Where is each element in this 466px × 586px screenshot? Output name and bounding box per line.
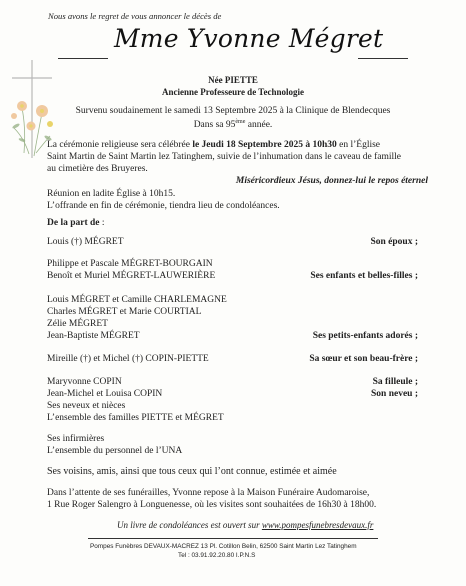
relation-label: Ses enfants et belles-filles ; [310, 271, 418, 281]
relation-label: Sa filleule ; [372, 377, 418, 387]
footer-contact: Tel : 03.91.92.20.80 I.P.N.S [178, 552, 256, 559]
family-member: Louis MÉGRET et Camille CHARLEMAGNE [47, 295, 227, 305]
relation-label: Son neveu ; [371, 389, 418, 399]
family-member: Mireille (†) et Michel (†) COPIN-PIETTE [47, 354, 209, 364]
family-member: Ses infirmières [47, 434, 105, 444]
prayer: Miséricordieux Jésus, donnez-lui le repos éternel [235, 176, 428, 186]
intro-text: Nous avons le regret de vous annoncer le décès de [48, 11, 222, 21]
family-member: Jean-Baptiste MÉGRET [47, 331, 140, 341]
neighbors-line: Ses voisins, amis, ainsi que tous ceux qui l’ont connue, estimée et aimée [47, 466, 337, 477]
funeral-home-line-2: 1 Rue Roger Salengro à Longuenesse, où les visites sont souhaitées de 16h30 à 18h00. [47, 500, 377, 510]
family-member: Philippe et Pascale MÉGRET-BOURGAIN [47, 259, 213, 269]
ceremony-line-1: La cérémonie religieuse sera célébrée le Jeudi 18 Septembre 2025 à 10h30 en l’Église [47, 140, 381, 150]
family-member: Louis (†) MÉGRET [47, 237, 124, 247]
occupation: Ancienne Professeure de Technologie [162, 87, 304, 97]
family-member: Zélie MÉGRET [47, 319, 108, 329]
deceased-name: Mme Yvonne Mégret [114, 24, 384, 53]
condolences-link[interactable]: www.pompesfunebresdevaux.fr [261, 520, 374, 530]
birth-name: Née PIETTE [208, 75, 258, 85]
footer-address: Pompes Funèbres DEVAUX-MACREZ 13 Pl. Cotillon Belin, 62500 Saint Martin Lez Tatinghem [90, 543, 357, 550]
funeral-home-line-1: Dans l’attente de ses funérailles, Yvonne repose à la Maison Funéraire Audomaroise, [47, 488, 370, 498]
family-member: Charles MÉGRET et Marie COURTIAL [47, 307, 202, 317]
divider [358, 58, 408, 59]
ceremony-line-3: au cimetière des Bruyeres. [47, 164, 148, 174]
condolences-line: Un livre de condoléances est ouvert sur www.pompesfunebresdevaux.fr [117, 520, 374, 530]
ceremony-line-2: Saint Martin de Saint Martin lez Tatinghem, suivie de l’inhumation dans le caveau de famille [47, 152, 401, 162]
family-member: L’ensemble des familles PIETTE et MÉGRET [47, 413, 224, 423]
relation-label: Ses petits-enfants adorés ; [312, 331, 418, 341]
death-line-2: Dans sa 95ème année. [193, 119, 273, 131]
relation-label: Son époux ; [370, 237, 418, 247]
divider [58, 58, 108, 59]
death-line-1: Survenu soudainement le samedi 13 Septembre 2025 à la Clinique de Blendecques [75, 106, 391, 116]
family-member: Ses neveux et nièces [47, 401, 126, 411]
family-heading: De la part de : [47, 218, 105, 228]
footer-divider [88, 538, 378, 539]
family-member: Jean-Michel et Louisa COPIN [47, 389, 163, 399]
offering: L’offrande en fin de cérémonie, tiendra lieu de condoléances. [47, 201, 280, 211]
reunion: Réunion en ladite Église à 10h15. [47, 189, 176, 199]
relation-label: Sa sœur et son beau-frère ; [309, 354, 418, 364]
family-member: Benoît et Muriel MÉGRET-LAUWERIÈRE [47, 271, 216, 281]
family-member: L’ensemble du personnel de l’UNA [47, 446, 183, 456]
family-member: Maryvonne COPIN [47, 377, 122, 387]
